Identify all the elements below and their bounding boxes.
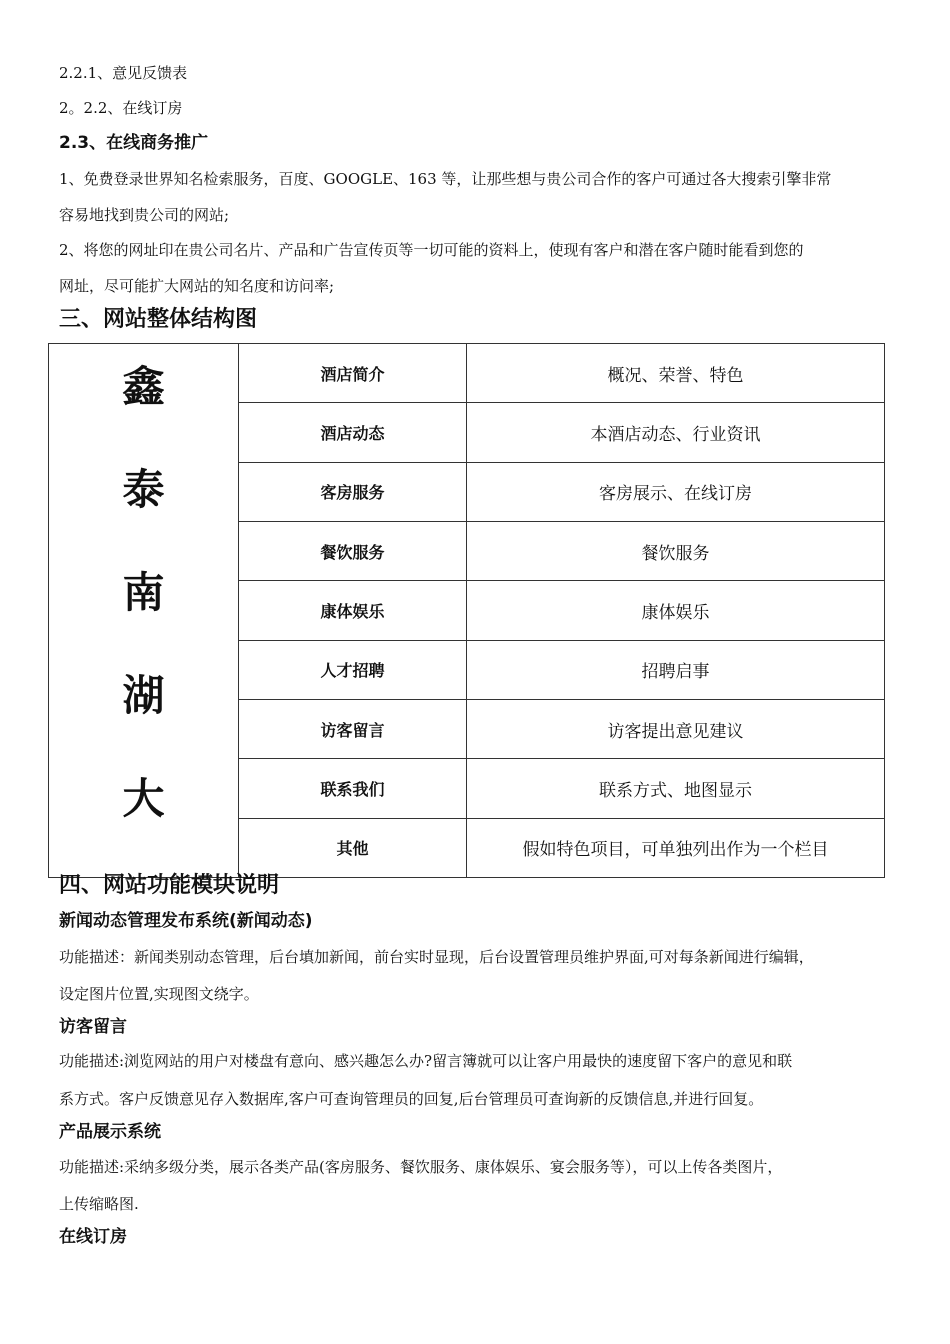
news-module-heading: 新闻动态管理发布系统(新闻动态) <box>59 911 313 931</box>
structure-category: 其他 <box>239 818 467 877</box>
structure-content: 招聘启事 <box>467 640 885 699</box>
structure-category: 客房服务 <box>239 462 467 521</box>
booking-module-heading: 在线订房 <box>59 1227 127 1247</box>
site-structure-table <box>48 343 885 878</box>
guestbook-module-desc-line1: 功能描述:浏览网站的用户对楼盘有意向、感兴趣怎么办?留言簿就可以让客户用最快的速度留下客户的意见和联 <box>59 1052 793 1070</box>
guestbook-module-desc-line2: 系方式。客户反馈意见存入数据库,客户可查询管理员的回复,后台管理员可查询新的反馈信息,并进行回复。 <box>59 1090 764 1108</box>
promo-para2-line1: 2、将您的网址印在贵公司名片、产品和广告宣传页等一切可能的资料上，使现有客户和潜在客户随时能看到您的 <box>59 241 804 259</box>
structure-content: 概况、荣誉、特色 <box>467 344 885 403</box>
guestbook-module-heading: 访客留言 <box>59 1017 127 1037</box>
structure-category: 访客留言 <box>239 699 467 758</box>
news-module-desc-line1: 功能描述：新闻类别动态管理，后台填加新闻，前台实时显现，后台设置管理员维护界面,可对每条新闻进行编辑， <box>59 948 814 966</box>
structure-category: 人才招聘 <box>239 640 467 699</box>
structure-content: 假如特色项目，可单独列出作为一个栏目 <box>467 818 885 877</box>
structure-category: 餐饮服务 <box>239 521 467 580</box>
subsection-2-2-2: 2。2.2、在线订房 <box>59 99 183 117</box>
hotel-name-char: 南 <box>122 568 165 617</box>
products-module-desc-line1: 功能描述:采纳多级分类，展示各类产品(客房服务、餐饮服务、康体娱乐、宴会服务等），可以上传各类图片， <box>59 1158 783 1176</box>
section4-title: 四、网站功能模块说明 <box>59 873 280 898</box>
structure-content: 访客提出意见建议 <box>467 699 885 758</box>
products-module-desc-line2: 上传缩略图. <box>59 1195 139 1213</box>
promo-para2-line2: 网址，尽可能扩大网站的知名度和访问率; <box>59 277 335 295</box>
hotel-name-cell <box>49 344 239 878</box>
hotel-name-char: 泰 <box>122 465 165 514</box>
structure-category: 酒店动态 <box>239 403 467 462</box>
hotel-name-char: 鑫 <box>122 362 165 411</box>
structure-row <box>49 344 885 403</box>
subsection-2-2-1: 2.2.1、意见反馈表 <box>59 64 188 82</box>
structure-category: 康体娱乐 <box>239 581 467 640</box>
structure-content: 联系方式、地图显示 <box>467 759 885 818</box>
structure-content: 餐饮服务 <box>467 521 885 580</box>
products-module-heading: 产品展示系统 <box>59 1122 161 1142</box>
structure-category: 酒店简介 <box>239 344 467 403</box>
structure-content: 客房展示、在线订房 <box>467 462 885 521</box>
promo-para1-line1: 1、免费登录世界知名检索服务，百度、GOOGLE、163 等，让那些想与贵公司合作的客户可通过各大搜索引擎非常 <box>59 170 832 188</box>
structure-content: 康体娱乐 <box>467 581 885 640</box>
section3-title: 三、网站整体结构图 <box>59 307 258 332</box>
structure-content: 本酒店动态、行业资讯 <box>467 403 885 462</box>
heading-2-3: 2.3、在线商务推广 <box>59 133 209 153</box>
news-module-desc-line2: 设定图片位置,实现图文绕字。 <box>59 985 259 1003</box>
structure-category: 联系我们 <box>239 759 467 818</box>
promo-para1-line2: 容易地找到贵公司的网站; <box>59 206 230 224</box>
hotel-name-char: 大 <box>122 774 165 823</box>
hotel-name-char: 湖 <box>122 671 165 720</box>
